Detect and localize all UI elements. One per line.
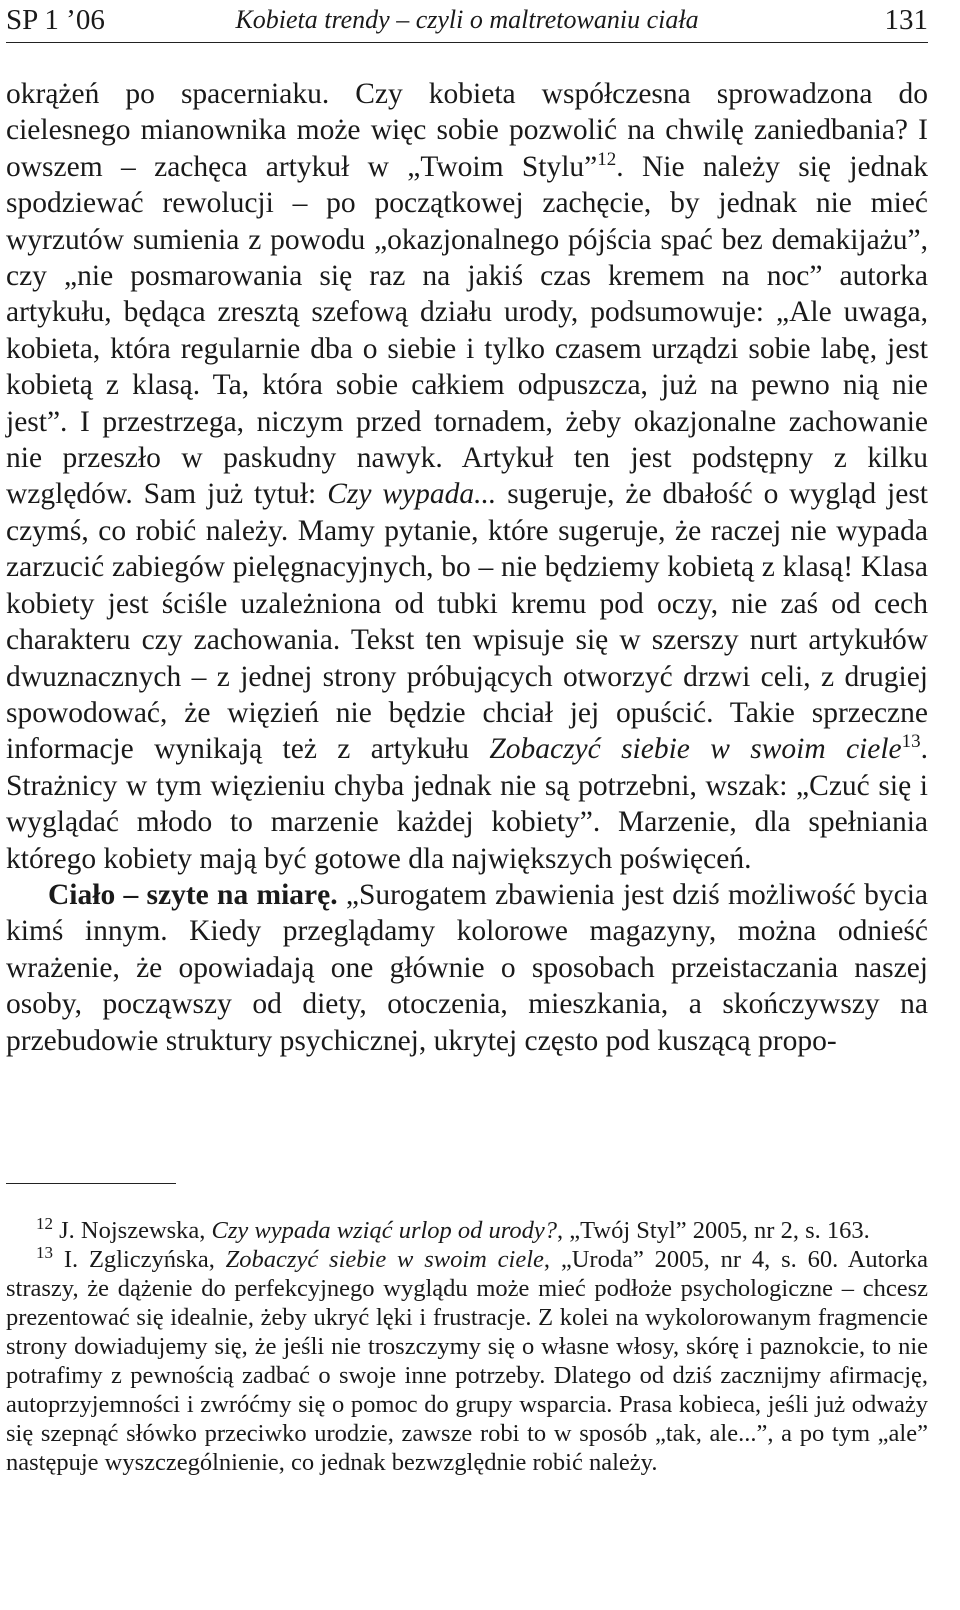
paragraph-text: „Surogatem zbawienia jest dziś możliwość bycia kimś innym. Kiedy przeglądamy kolorowe magazyny, można odnieść wrażenie, że opowiadają one głównie o sposobach przeistaczania naszej osoby, począwszy od diety, otoczenia, mieszkania, a skończywszy na przebudowie struktury psychicznej, ukrytej często pod kuszącą propo-: [6, 878, 928, 1057]
footnote-title: Czy wypada wziąć urlop od urody?: [211, 1217, 558, 1244]
main-text: [6, 76, 928, 1059]
italic-title: Czy wypada...: [327, 478, 497, 511]
running-header: [6, 0, 928, 43]
running-title: Kobieta trendy – czyli o maltretowaniu ciała: [235, 5, 699, 34]
paragraph-text: . Strażnicy w tym więzieniu chyba jednak nie są potrzebni, wszak: „Czuć się i wyglądać młodo to marzenie każdej kobiety”. Marzenie, dla spełniania którego kobiety mają być gotowe dla największych poświęceń.: [6, 733, 928, 875]
paragraph-text: sugeruje, że dbałość o wygląd jest czymś, co robić należy. Mamy pytanie, które sugeruje, że raczej nie wypada zarzucić zabiegów pielęgnacyjnych, bo – nie będziemy kobietą z klasą! Klasa kobiety jest ściśle uzależniona od tubki kremu pod oczy, nie zaś od cech charakteru czy zachowania. Tekst ten wpisuje się w szerszy nurt artykułów dwuznacznych – z jednej strony próbujących otworzyć drzwi celi, z drugiej spowodować, że więzień nie będzie chciał jej opuścić. Takie sprzeczne informacje wynikają też z artykułu: [6, 478, 928, 766]
page-number: 131: [884, 4, 928, 36]
footnote-13: [6, 1242, 928, 1477]
footnote-text: , „Uroda” 2005, nr 4, s. 60. Autorka straszy, że dążenie do perfekcyjnego wyglądu może mieć podłoże psychologiczne – chcesz prezentować się idealnie, żeby ukryć lęki i frustracje. Z kolei na wykolorowanym fragmencie strony dowiadujemy się, że jeśli nie troszczymy się o własne włosy, skórę i paznokcie, to nie potrafimy z pewnością zadbać o swoje inne potrzeby. Dlatego od dziś zacznijmy afirmację, autoprzyjemności i zwróćmy się o pomoc do grupy wsparcia. Prasa kobieca, jeśli już odważy się szepnąć słówko przeciwko urodzie, zawsze robi to w sposób „tak, ale...”, a po tym „ale” następuje wyszczególnienie, co jednak bezwzględnie robić należy.: [6, 1246, 928, 1476]
footnote-12: [6, 1213, 928, 1245]
paragraph-text: . Nie należy się jednak spodziewać rewolucji – po początkowej zachęcie, by jednak nie mieć wyrzutów sumienia z powodu „okazjonalnego pójścia spać bez demakijażu”, czy „nie posmarowania się raz na jakiś czas kremem na noc” autorka artykułu, będąca zresztą szefową działu urody, podsumowuje: „Ale uwaga, kobieta, która regularnie dba o siebie i tylko czasem urządzi sobie labę, jest kobietą z klasą. Ta, która sobie całkiem odpuszcza, już na pewno nią nie jest”. I przestrzega, niczym przed tornadem, żeby okazjonalne zachowanie nie przeszło w paskudny nawyk. Artykuł ten jest podstępny z kilku względów. Sam już tytuł:: [6, 150, 928, 511]
section-heading: Ciało – szyte na miarę.: [48, 878, 338, 911]
footnote-text: , „Twój Styl” 2005, nr 2, s. 163.: [557, 1217, 870, 1244]
paragraph-text: okrążeń po spacerniaku. Czy kobieta współczesna sprowadzona do cielesnego mianownika może więc sobie pozwolić na chwilę zaniedbania? I owszem – zachęca artykuł w „Twoim Stylu”: [6, 78, 928, 183]
footnote-ref-13: 13: [901, 731, 921, 753]
footnote-title: Zobaczyć siebie w swoim ciele: [225, 1246, 544, 1273]
footnote-divider: [6, 1183, 176, 1184]
footnote-text: I. Zgliczyńska,: [53, 1246, 226, 1273]
footnote-number: 12: [36, 1213, 53, 1233]
footnote-text: J. Nojszewska,: [53, 1217, 212, 1244]
paragraph: [6, 76, 928, 877]
footnote-ref-12: 12: [597, 148, 617, 170]
journal-issue: SP 1 ’06: [6, 4, 105, 36]
paragraph: [6, 877, 928, 1059]
footnotes: [6, 1213, 928, 1477]
italic-title: Zobaczyć siebie w swoim ciele: [489, 733, 902, 766]
footnote-number: 13: [36, 1242, 53, 1262]
